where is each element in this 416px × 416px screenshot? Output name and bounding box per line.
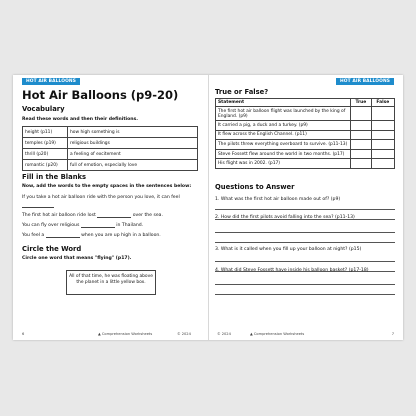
statement-cell: The first hot air balloon flight was launched by the king of England. (p9) [216, 107, 351, 121]
vocab-word: thrill (p20) [23, 149, 68, 160]
circle-word-passage: All of that time, he was floating above the planet in a little yellow box. [66, 270, 156, 295]
vocabulary-table [22, 126, 198, 171]
vocab-definition: how high something is [68, 127, 198, 138]
sentence-3 [22, 222, 143, 228]
sentence-1-blank [22, 202, 54, 208]
page-number: 7 [391, 332, 394, 336]
answer-line[interactable] [215, 284, 395, 285]
false-cell[interactable] [371, 121, 394, 131]
sentence-text: in Thailand. [116, 223, 144, 228]
true-cell[interactable] [351, 140, 372, 150]
vocabulary-heading: Vocabulary [22, 105, 65, 113]
table-row [216, 140, 395, 150]
section-tab: HOT AIR BALLOONS [22, 78, 80, 85]
answer-line[interactable] [215, 261, 395, 262]
circle-word-heading: Circle the Word [22, 245, 82, 253]
sentence-text: You feel a [22, 233, 45, 238]
table-row [216, 149, 395, 159]
false-cell[interactable] [371, 140, 394, 150]
answer-line[interactable] [215, 232, 395, 233]
sentence-text: You can fly over religious [22, 223, 80, 228]
sentence-text: over the sea. [132, 213, 163, 218]
column-header: False [371, 99, 394, 107]
circle-word-instruction: Circle one word that means "flying" (p17). [22, 256, 132, 261]
table-row [23, 138, 198, 149]
answer-line[interactable] [215, 242, 395, 243]
table-row [23, 127, 198, 138]
false-cell[interactable] [371, 159, 394, 169]
true-false-table [215, 98, 395, 169]
table-row [216, 130, 395, 140]
answer-line[interactable] [215, 209, 395, 210]
blank-line[interactable] [97, 212, 131, 218]
question-3: 3. What is it called when you fill up your balloon at night? (p15) [215, 247, 362, 252]
vocab-word: romantic (p20) [23, 160, 68, 171]
vocab-definition: religious buildings [68, 138, 198, 149]
footer-brand: ▲ Comprehension Worksheets [98, 332, 153, 336]
column-header: True [351, 99, 372, 107]
sentence-1 [22, 195, 180, 200]
true-cell[interactable] [351, 130, 372, 140]
false-cell[interactable] [371, 107, 394, 121]
left-page [13, 75, 208, 340]
right-page [208, 75, 403, 340]
answer-line[interactable] [215, 294, 395, 295]
blank-line[interactable] [22, 202, 54, 208]
statement-cell: The pilots threw everything overboard to survive. (p11-13) [216, 140, 351, 150]
table-row [216, 107, 395, 121]
footer-copyright: © 2024 [217, 332, 231, 336]
column-header: Statement [216, 99, 351, 107]
table-row [23, 149, 198, 160]
sentence-4 [22, 232, 161, 238]
footer-copyright: © 2024 [177, 332, 191, 336]
fill-blanks-heading: Fill in the Blanks [22, 173, 87, 181]
questions-heading: Questions to Answer [215, 183, 295, 191]
footer-brand: ▲ Comprehension Worksheets [250, 332, 305, 336]
page-title: Hot Air Balloons (p9-20) [22, 88, 179, 102]
vocab-definition: a feeling of excitement [68, 149, 198, 160]
fill-blanks-instruction: Now, add the words to the empty spaces in the sentences below: [22, 184, 192, 189]
page-number: 6 [22, 332, 25, 336]
blank-line[interactable] [81, 222, 115, 228]
question-2: 2. How did the first pilots avoid falling into the sea? (p11-13) [215, 215, 355, 220]
sentence-text: when you are up high in a balloon. [81, 233, 161, 238]
section-tab: HOT AIR BALLOONS [336, 78, 394, 85]
true-cell[interactable] [351, 149, 372, 159]
true-cell[interactable] [351, 159, 372, 169]
statement-cell: It carried a pig, a duck and a turkey. (p9) [216, 121, 351, 131]
statement-cell: Steve Fossett flew around the world in two months. (p17) [216, 149, 351, 159]
false-cell[interactable] [371, 149, 394, 159]
vocab-word: temples (p19) [23, 138, 68, 149]
sentence-text: If you take a hot air balloon ride with the person you love, it can feel [22, 195, 180, 200]
table-header-row [216, 99, 395, 107]
sentence-text: The first hot air balloon ride lost [22, 213, 96, 218]
question-4: 4. What did Steve Fossett have inside his balloon basket? (p17-18) [215, 268, 369, 273]
worksheet-spread [13, 75, 403, 340]
question-1: 1. What was the first hot air balloon made out of? (p9) [215, 197, 341, 202]
true-cell[interactable] [351, 107, 372, 121]
true-cell[interactable] [351, 121, 372, 131]
false-cell[interactable] [371, 130, 394, 140]
blank-line[interactable] [46, 232, 80, 238]
true-false-heading: True or False? [215, 88, 269, 96]
table-row [216, 121, 395, 131]
vocab-word: height (p11) [23, 127, 68, 138]
table-row [23, 160, 198, 171]
table-row [216, 159, 395, 169]
sentence-2 [22, 212, 163, 218]
vocab-definition: full of emotion, especially love [68, 160, 198, 171]
statement-cell: It flew across the English Channel. (p11) [216, 130, 351, 140]
statement-cell: His flight was in 2002. (p17) [216, 159, 351, 169]
vocabulary-instruction: Read these words and then their definitions. [22, 117, 139, 122]
